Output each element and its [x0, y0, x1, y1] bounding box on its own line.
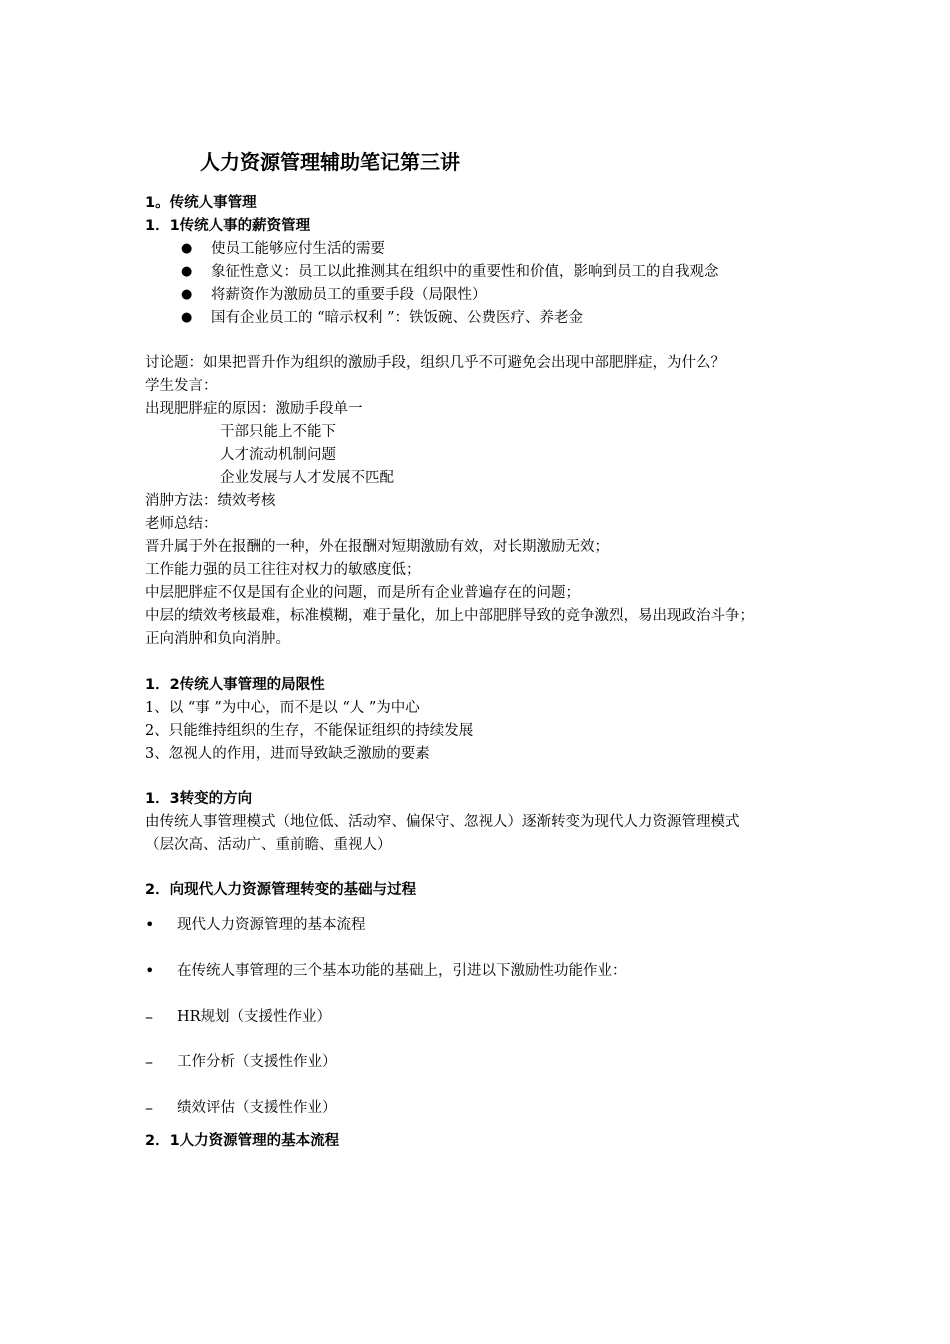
bullet-icon: ●	[181, 264, 193, 279]
section-1-heading: 1。传统人事管理	[145, 195, 257, 211]
summary-line: 中层肥胖症不仅是国有企业的问题，而是所有企业普遍存在的问题；	[145, 585, 580, 601]
summary-line: 工作能力强的员工往往对权力的敏感度低；	[145, 562, 421, 578]
student-label: 学生发言：	[145, 378, 218, 394]
bullet-icon: ●	[181, 287, 193, 302]
cause-label: 出现肥胖症的原因：激励手段单一	[145, 401, 363, 417]
section-2-heading: 2．向现代人力资源管理转变的基础与过程	[145, 882, 417, 898]
bullet-icon: ●	[181, 310, 193, 325]
teacher-label: 老师总结：	[145, 516, 218, 532]
section-1-2-heading: 1．2传统人事管理的局限性	[145, 677, 325, 693]
section-1-3-heading: 1．3转变的方向	[145, 791, 253, 807]
cause-item: 干部只能上不能下	[220, 424, 336, 440]
paragraph-line: 由传统人事管理模式（地位低、活动窄、偏保守、忽视人）逐渐转变为现代人力资源管理模式	[145, 814, 740, 830]
list-item: 1、以 “事 ”为中心，而不是以 “人 ”为中心	[145, 700, 420, 716]
bullet-icon: ●	[181, 241, 193, 256]
list-item: 2、只能维持组织的生存，不能保证组织的持续发展	[145, 723, 474, 739]
list-item: 3、忽视人的作用，进而导致缺乏激励的要素	[145, 746, 430, 762]
summary-line: 晋升属于外在报酬的一种，外在报酬对短期激励有效，对长期激励无效；	[145, 539, 609, 555]
page-title: 人力资源管理辅助笔记第三讲	[200, 150, 460, 174]
dash-icon: –	[145, 1052, 153, 1071]
remedy-text: 消肿方法：绩效考核	[145, 493, 276, 509]
bullet-icon: •	[145, 915, 155, 934]
section-2-1-heading: 2．1人力资源管理的基本流程	[145, 1133, 340, 1149]
section-1-1-heading: 1．1传统人事的薪资管理	[145, 218, 311, 234]
dash-icon: –	[145, 1098, 153, 1117]
dash-icon: –	[145, 1007, 153, 1026]
cause-item: 人才流动机制问题	[220, 447, 336, 463]
cause-item: 企业发展与人才发展不匹配	[220, 470, 394, 486]
summary-line: 中层的绩效考核最难，标准模糊，难于量化，加上中部肥胖导致的竞争激烈，易出现政治斗争；	[145, 608, 754, 624]
discussion-question: 讨论题：如果把晋升作为组织的激励手段，组织几乎不可避免会出现中部肥胖症，为什么？	[145, 355, 725, 371]
bullet-icon: •	[145, 961, 155, 980]
summary-line: 正向消肿和负向消肿。	[145, 631, 290, 647]
paragraph-line: （层次高、活动广、重前瞻、重视人）	[145, 837, 392, 853]
